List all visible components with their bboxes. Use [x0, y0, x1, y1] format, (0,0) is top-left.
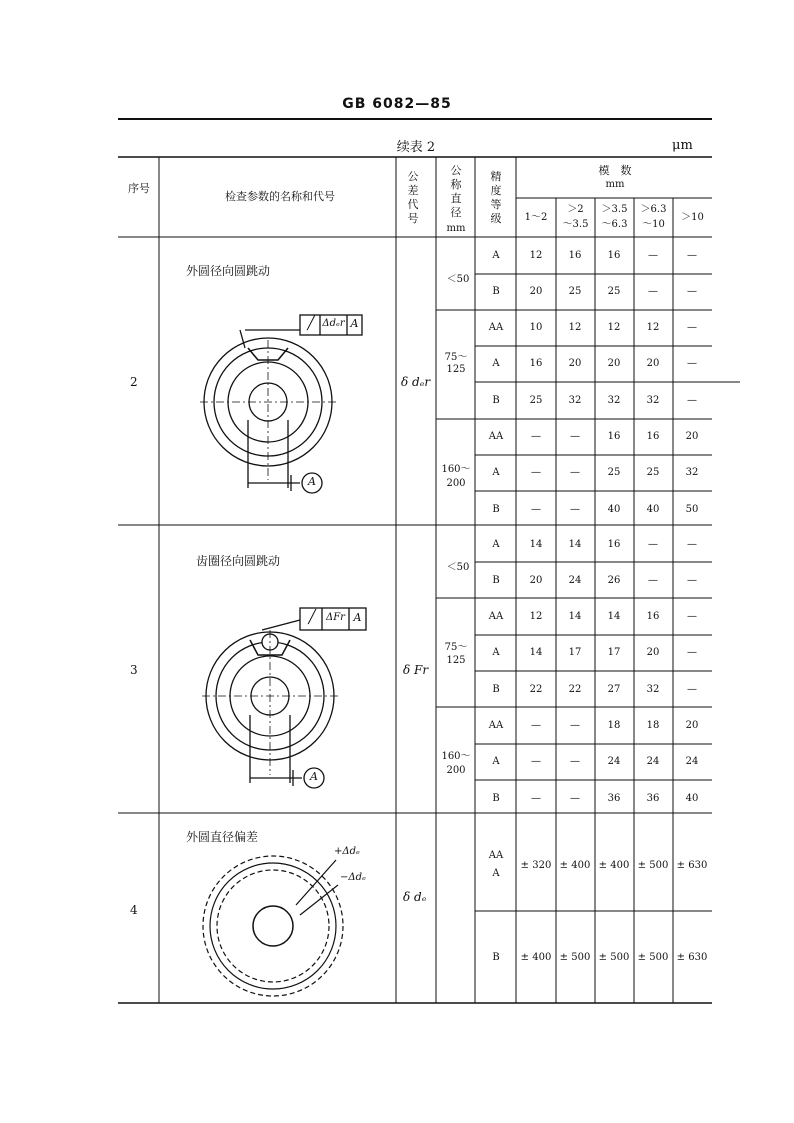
value-cell: 16 — [607, 250, 621, 261]
value-cell: ± 630 — [676, 952, 708, 963]
col-range-2a: ＞2 — [567, 204, 584, 215]
tolerance-frame-datum: A — [353, 611, 362, 624]
value-cell: ± 500 — [559, 952, 591, 963]
col-diameter-unit: mm — [446, 223, 466, 234]
value-cell: 16 — [568, 250, 582, 261]
grade-cell: AA — [488, 850, 504, 861]
grade-cell: A — [492, 539, 500, 550]
value-cell: ± 400 — [520, 952, 552, 963]
parameter-name: 外圆径向圆跳动 — [186, 264, 271, 278]
value-cell: — — [648, 575, 658, 586]
value-cell: 18 — [607, 720, 621, 731]
diameter-range: ＜50 — [446, 562, 470, 573]
value-cell: 32 — [646, 684, 660, 695]
value-cell: — — [570, 720, 580, 731]
diameter-range: 75～ — [444, 352, 468, 363]
value-cell: 25 — [568, 286, 582, 297]
value-cell: 17 — [568, 647, 582, 658]
diameter-range: 160～ — [441, 751, 471, 762]
grade-cell: A — [492, 868, 500, 879]
col-range-3a: ＞3.5 — [601, 204, 628, 215]
grade-cell: B — [492, 504, 500, 515]
value-cell: — — [648, 250, 658, 261]
value-cell: 25 — [607, 467, 621, 478]
grade-cell: A — [492, 250, 500, 261]
value-cell: — — [570, 756, 580, 767]
value-cell: 16 — [607, 539, 621, 550]
row-seq: 4 — [130, 903, 138, 917]
value-cell: — — [687, 358, 697, 369]
grade-cell: B — [492, 575, 500, 586]
value-cell: — — [531, 793, 541, 804]
value-cell: 14 — [568, 539, 582, 550]
runout-symbol: ╱ — [307, 316, 315, 331]
col-diameter: 公称直径 — [450, 164, 462, 219]
plus-deviation-label: +Δdₑ — [334, 846, 360, 857]
tolerance-code: δ dₑ — [403, 890, 427, 904]
diameter-range: 200 — [446, 478, 466, 489]
col-range-5: ＞10 — [681, 212, 704, 223]
value-cell: 10 — [529, 322, 543, 333]
col-range-4a: ＞6.3 — [640, 204, 667, 215]
value-cell: 36 — [646, 793, 660, 804]
grade-cell: A — [492, 358, 500, 369]
grade-cell: A — [492, 756, 500, 767]
value-cell: 20 — [646, 647, 660, 658]
value-cell: ± 500 — [598, 952, 630, 963]
row-seq: 3 — [130, 663, 138, 677]
value-cell: 12 — [646, 322, 660, 333]
parameter-name: 外圆直径偏差 — [186, 830, 259, 844]
value-cell: — — [531, 720, 541, 731]
value-cell: ± 500 — [637, 952, 669, 963]
tolerance-frame-datum: A — [350, 317, 359, 330]
value-cell: — — [687, 250, 697, 261]
col-range-3b: ～6.3 — [601, 219, 628, 230]
value-cell: 27 — [607, 684, 621, 695]
value-cell: 14 — [568, 611, 582, 622]
grade-cell: B — [492, 952, 500, 963]
tolerance-code: δ Fr — [403, 663, 429, 677]
value-cell: 24 — [646, 756, 660, 767]
minus-deviation-label: −Δdₑ — [340, 872, 366, 883]
value-cell: 24 — [607, 756, 621, 767]
value-cell: 20 — [529, 286, 543, 297]
parameter-name: 齿圈径向圆跳动 — [196, 554, 281, 568]
value-cell: ± 500 — [637, 860, 669, 871]
value-cell: 12 — [529, 611, 543, 622]
value-cell: — — [687, 575, 697, 586]
value-cell: 17 — [607, 647, 621, 658]
value-cell: — — [648, 539, 658, 550]
grade-cell: AA — [488, 720, 504, 731]
value-cell: 20 — [529, 575, 543, 586]
value-cell: ± 400 — [559, 860, 591, 871]
value-cell: 24 — [568, 575, 582, 586]
value-cell: 20 — [646, 358, 660, 369]
value-cell: 40 — [646, 504, 660, 515]
value-cell: 22 — [568, 684, 582, 695]
diameter-range: 160～ — [441, 464, 471, 475]
value-cell: 22 — [529, 684, 543, 695]
value-cell: 36 — [607, 793, 621, 804]
value-cell: 25 — [529, 395, 543, 406]
value-cell: 12 — [529, 250, 543, 261]
value-cell: 32 — [685, 467, 699, 478]
value-cell: — — [531, 431, 541, 442]
col-code: 公差代号 — [407, 170, 419, 225]
value-cell: — — [687, 539, 697, 550]
value-cell: — — [531, 504, 541, 515]
value-cell: 32 — [568, 395, 582, 406]
grade-cell: B — [492, 793, 500, 804]
col-seq: 序号 — [128, 182, 150, 195]
grade-cell: B — [492, 286, 500, 297]
value-cell: 24 — [685, 756, 699, 767]
diameter-range: 75～ — [444, 642, 468, 653]
value-cell: 20 — [568, 358, 582, 369]
grade-cell: AA — [488, 322, 504, 333]
value-cell: 26 — [607, 575, 621, 586]
value-cell: 14 — [529, 539, 543, 550]
value-cell: 25 — [646, 467, 660, 478]
diameter-range: 125 — [446, 364, 466, 375]
value-cell: 18 — [646, 720, 660, 731]
value-cell: — — [687, 322, 697, 333]
value-cell: — — [570, 793, 580, 804]
col-module: 模 数 — [598, 164, 632, 177]
value-cell: 25 — [607, 286, 621, 297]
value-cell: — — [687, 286, 697, 297]
value-cell: — — [570, 431, 580, 442]
grade-cell: B — [492, 395, 500, 406]
diameter-range: 125 — [446, 655, 466, 666]
value-cell: 20 — [607, 358, 621, 369]
value-cell: ± 320 — [520, 860, 552, 871]
diameter-range: 200 — [446, 765, 466, 776]
value-cell: 20 — [685, 720, 699, 731]
grade-cell: AA — [488, 431, 504, 442]
grade-cell: A — [492, 467, 500, 478]
value-cell: — — [570, 467, 580, 478]
value-cell: 14 — [529, 647, 543, 658]
tolerance-frame-value: ΔFr — [326, 612, 345, 623]
tolerance-frame-value: Δdₑr — [322, 318, 345, 329]
col-module-unit: mm — [605, 179, 625, 190]
unit-label: μm — [672, 138, 693, 153]
value-cell: — — [687, 647, 697, 658]
value-cell: 50 — [685, 504, 699, 515]
table-caption: 续表 2 — [396, 140, 436, 155]
grade-cell: AA — [488, 611, 504, 622]
grade-cell: B — [492, 684, 500, 695]
diameter-range: ＜50 — [446, 274, 470, 285]
col-range-2b: ～3.5 — [562, 219, 589, 230]
row-seq: 2 — [130, 375, 138, 389]
value-cell: 40 — [685, 793, 699, 804]
value-cell: — — [687, 611, 697, 622]
value-cell: 12 — [607, 322, 621, 333]
value-cell: 16 — [607, 431, 621, 442]
runout-symbol: ╱ — [308, 610, 316, 625]
datum-label: A — [308, 475, 316, 488]
value-cell: ± 400 — [598, 860, 630, 871]
value-cell: — — [687, 395, 697, 406]
value-cell: ± 630 — [676, 860, 708, 871]
value-cell: 16 — [646, 431, 660, 442]
value-cell: — — [687, 684, 697, 695]
value-cell: — — [648, 286, 658, 297]
value-cell: 20 — [685, 431, 699, 442]
value-cell: 16 — [646, 611, 660, 622]
col-grade: 精度等级 — [490, 170, 502, 225]
col-range-1: 1～2 — [524, 212, 548, 223]
value-cell: 12 — [568, 322, 582, 333]
grade-cell: A — [492, 647, 500, 658]
value-cell: — — [570, 504, 580, 515]
value-cell: 14 — [607, 611, 621, 622]
value-cell: 40 — [607, 504, 621, 515]
col-name: 检查参数的名称和代号 — [225, 190, 335, 203]
tolerance-code: δ dₑr — [401, 375, 431, 389]
standard-number: GB 6082—85 — [342, 96, 452, 112]
datum-label: A — [310, 770, 318, 783]
col-range-4b: ～10 — [642, 219, 665, 230]
value-cell: — — [531, 756, 541, 767]
value-cell: 16 — [529, 358, 543, 369]
value-cell: — — [531, 467, 541, 478]
value-cell: 32 — [607, 395, 621, 406]
value-cell: 32 — [646, 395, 660, 406]
